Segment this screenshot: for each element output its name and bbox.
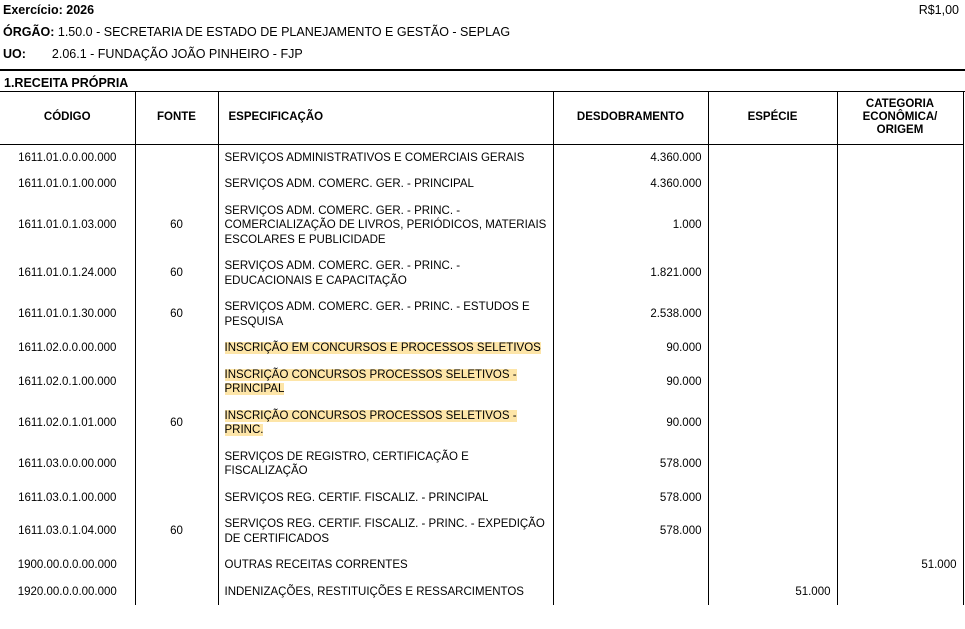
cell-categoria [837, 444, 963, 485]
cell-fonte [135, 335, 218, 362]
cell-codigo: 1611.01.0.1.03.000 [0, 198, 135, 254]
cell-especificacao [218, 362, 553, 403]
cell-codigo: 1611.02.0.1.00.000 [0, 362, 135, 403]
cell-especificacao [218, 171, 553, 198]
cell-categoria [837, 362, 963, 403]
especificacao-text: INSCRIÇÃO CONCURSOS PROCESSOS SELETIVOS - PRINC. [224, 409, 517, 436]
cell-fonte: 60 [135, 511, 218, 552]
cell-categoria [837, 403, 963, 444]
cell-especie [708, 485, 837, 512]
cell-desdobramento: 4.360.000 [553, 171, 708, 198]
table-row [0, 144, 963, 171]
table-header-row [0, 92, 963, 144]
cell-desdobramento: 2.538.000 [553, 294, 708, 335]
cell-desdobramento: 1.821.000 [553, 253, 708, 294]
cell-fonte [135, 362, 218, 403]
cell-especificacao [218, 552, 553, 579]
cell-desdobramento: 578.000 [553, 444, 708, 485]
cell-especie [708, 294, 837, 335]
orgao-row [3, 21, 962, 43]
table-row [0, 444, 963, 485]
cell-desdobramento: 1.000 [553, 198, 708, 254]
cell-categoria [837, 485, 963, 512]
table-row [0, 403, 963, 444]
column-header-desdobramento: DESDOBRAMENTO [553, 92, 708, 144]
table-row [0, 362, 963, 403]
cell-codigo: 1611.01.0.1.24.000 [0, 253, 135, 294]
especificacao-text: SERVIÇOS ADM. COMERC. GER. - PRINC. - ESTUDOS E PESQUISA [224, 301, 530, 328]
especificacao-text: SERVIÇOS ADM. COMERC. GER. - PRINC. - COMERCIALIZAÇÃO DE LIVROS, PERIÓDICOS, MATERIAIS ESCOLARES E PUBLICIDADE [224, 204, 547, 246]
especificacao-text: OUTRAS RECEITAS CORRENTES [224, 559, 408, 571]
table-row [0, 335, 963, 362]
cell-categoria [837, 171, 963, 198]
cell-fonte: 60 [135, 294, 218, 335]
especificacao-text: SERVIÇOS ADM. COMERC. GER. - PRINCIPAL [224, 178, 474, 190]
table-row [0, 579, 963, 606]
especificacao-text: SERVIÇOS ADMINISTRATIVOS E COMERCIAIS GERAIS [224, 151, 525, 164]
cell-codigo: 1611.02.0.0.00.000 [0, 335, 135, 362]
column-header-categoria-economica-origem [837, 92, 963, 144]
cell-especificacao [218, 511, 553, 552]
uo-value: 2.06.1 - FUNDAÇÃO JOÃO PINHEIRO - FJP [51, 47, 303, 61]
cell-desdobramento [553, 579, 708, 606]
categoria-line-1: CATEGORIA [865, 98, 935, 111]
cell-especie: 51.000 [708, 579, 837, 606]
section-title: 1.RECEITA PRÓPRIA [4, 76, 129, 90]
cell-categoria [837, 335, 963, 362]
cell-desdobramento: 4.360.000 [553, 144, 708, 171]
uo-label: UO: [3, 47, 26, 61]
cell-especie [708, 198, 837, 254]
table-row [0, 198, 963, 254]
especificacao-text: INSCRIÇÃO EM CONCURSOS E PROCESSOS SELETIVOS [224, 342, 541, 354]
cell-fonte: 60 [135, 253, 218, 294]
cell-especificacao [218, 444, 553, 485]
cell-fonte [135, 579, 218, 606]
cell-codigo: 1611.01.0.1.30.000 [0, 294, 135, 335]
especificacao-text: SERVIÇOS DE REGISTRO, CERTIFICAÇÃO E FISCALIZAÇÃO [224, 450, 469, 477]
especificacao-text: SERVIÇOS ADM. COMERC. GER. - PRINC. - EDUCACIONAIS E CAPACITAÇÃO [224, 260, 461, 287]
cell-categoria [837, 579, 963, 606]
column-header-codigo: CÓDIGO [0, 92, 135, 144]
report-meta-block [0, 0, 965, 65]
cell-fonte [135, 444, 218, 485]
cell-desdobramento: 90.000 [553, 335, 708, 362]
cell-especie [708, 253, 837, 294]
cell-desdobramento: 578.000 [553, 485, 708, 512]
column-header-especie: ESPÉCIE [708, 92, 837, 144]
section-title-band [0, 69, 965, 92]
cell-desdobramento: 578.000 [553, 511, 708, 552]
orgao-label: ÓRGÃO: [3, 25, 55, 39]
cell-especificacao [218, 579, 553, 606]
cell-especificacao [218, 144, 553, 171]
cell-codigo: 1611.01.0.1.00.000 [0, 171, 135, 198]
table-row [0, 485, 963, 512]
table-header [0, 92, 963, 144]
cell-categoria [837, 253, 963, 294]
revenue-table [0, 92, 964, 605]
cell-especificacao [218, 253, 553, 294]
table-body [0, 144, 963, 605]
cell-fonte: 60 [135, 198, 218, 254]
column-header-fonte: FONTE [135, 92, 218, 144]
especificacao-text: SERVIÇOS REG. CERTIF. FISCALIZ. - PRINCIPAL [224, 491, 489, 504]
cell-fonte [135, 485, 218, 512]
especificacao-text: INDENIZAÇÕES, RESTITUIÇÕES E RESSARCIMENTOS [224, 585, 524, 598]
cell-codigo: 1611.03.0.1.04.000 [0, 511, 135, 552]
cell-codigo: 1611.03.0.1.00.000 [0, 485, 135, 512]
cell-codigo: 1611.01.0.0.00.000 [0, 144, 135, 171]
column-header-especificacao: ESPECIFICAÇÃO [218, 92, 553, 144]
cell-especie [708, 444, 837, 485]
table-row [0, 294, 963, 335]
cell-codigo: 1900.00.0.0.00.000 [0, 552, 135, 579]
table-row [0, 253, 963, 294]
cell-codigo: 1611.02.0.1.01.000 [0, 403, 135, 444]
cell-especie [708, 335, 837, 362]
cell-fonte: 60 [135, 403, 218, 444]
exercicio-label: Exercício: [3, 3, 63, 17]
cell-especificacao [218, 403, 553, 444]
cell-desdobramento [553, 552, 708, 579]
cell-fonte [135, 144, 218, 171]
categoria-line-3: ORIGEM [876, 124, 924, 137]
orgao-value: 1.50.0 - SECRETARIA DE ESTADO DE PLANEJAMENTO E GESTÃO - SEPLAG [57, 25, 511, 39]
cell-categoria [837, 198, 963, 254]
cell-desdobramento: 90.000 [553, 362, 708, 403]
table-row [0, 511, 963, 552]
categoria-line-2: ECONÔMICA/ [862, 111, 938, 124]
cell-categoria [837, 144, 963, 171]
cell-fonte [135, 171, 218, 198]
table-row [0, 171, 963, 198]
cell-categoria [837, 511, 963, 552]
cell-especie [708, 552, 837, 579]
table-row [0, 552, 963, 579]
currency-unit: R$1,00 [918, 3, 959, 17]
cell-especie [708, 144, 837, 171]
cell-fonte [135, 552, 218, 579]
cell-especificacao [218, 198, 553, 254]
exercicio-row [3, 0, 962, 21]
cell-especificacao [218, 335, 553, 362]
cell-desdobramento: 90.000 [553, 403, 708, 444]
uo-row [3, 43, 962, 65]
especificacao-text: INSCRIÇÃO CONCURSOS PROCESSOS SELETIVOS - PRINCIPAL [224, 368, 517, 395]
cell-especie [708, 403, 837, 444]
cell-categoria: 51.000 [837, 552, 963, 579]
cell-especie [708, 511, 837, 552]
cell-codigo: 1611.03.0.0.00.000 [0, 444, 135, 485]
cell-categoria [837, 294, 963, 335]
cell-especificacao [218, 485, 553, 512]
cell-especie [708, 362, 837, 403]
especificacao-text: SERVIÇOS REG. CERTIF. FISCALIZ. - PRINC. - EXPEDIÇÃO DE CERTIFICADOS [224, 518, 545, 545]
cell-codigo: 1920.00.0.0.00.000 [0, 579, 135, 606]
cell-especificacao [218, 294, 553, 335]
cell-especie [708, 171, 837, 198]
exercicio-value: 2026 [66, 3, 95, 17]
